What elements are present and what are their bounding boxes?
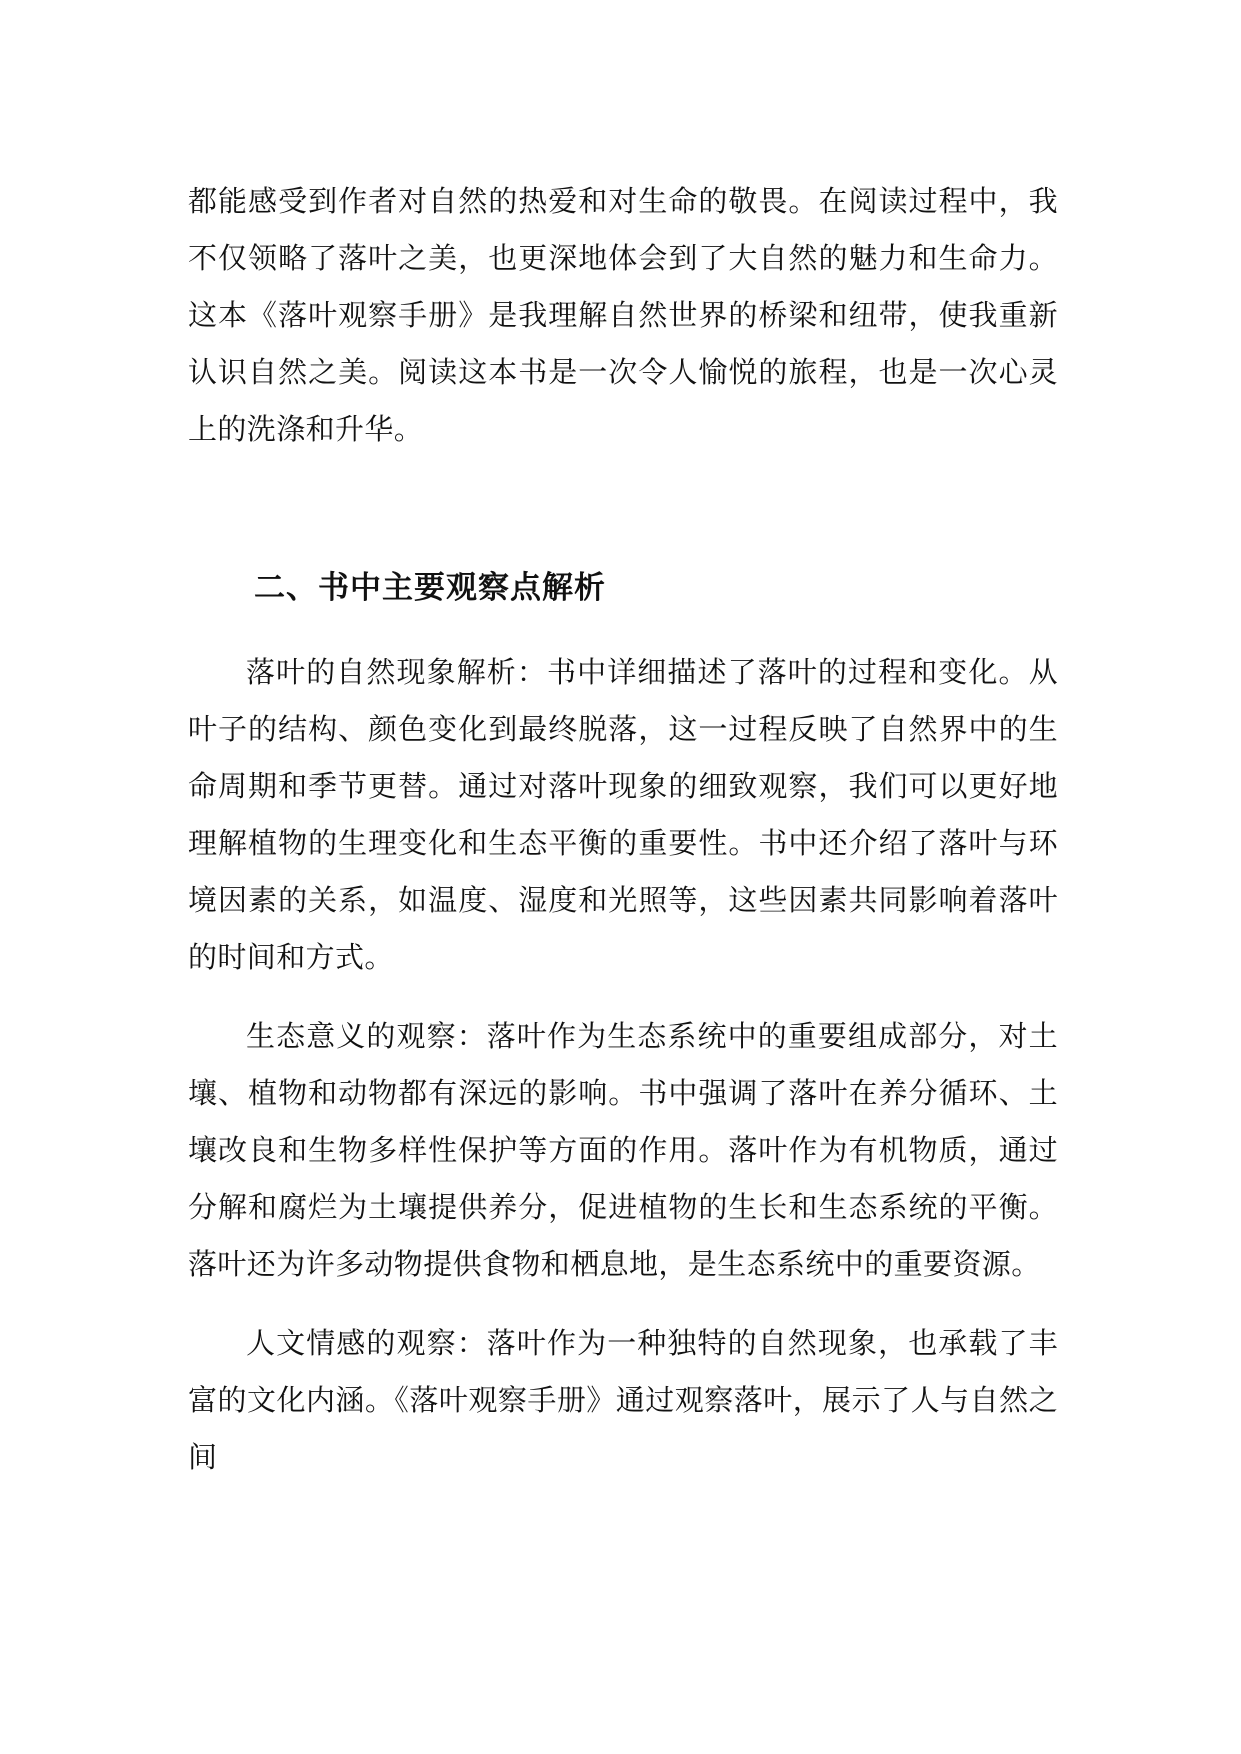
section-heading: 二、书中主要观察点解析 (254, 570, 606, 606)
paragraph-humanistic-emotion: 人文情感的观察：落叶作为一种独特的自然现象，也承载了丰富的文化内涵。《落叶观察手册》通过观察落叶，展示了人与自然之间 (188, 1326, 1058, 1474)
paragraph-ecological-significance: 生态意义的观察：落叶作为生态系统中的重要组成部分，对土壤、植物和动物都有深远的影响。书中强调了落叶在养分循环、土壤改良和生物多样性保护等方面的作用。落叶作为有机物质，通过分解和腐烂为土壤提供养分，促进植物的生长和生态系统的平衡。落叶还为许多动物提供食物和栖息地，是生态系统中的重要资源。 (188, 1019, 1058, 1281)
continued-paragraph: 都能感受到作者对自然的热爱和对生命的敬畏。在阅读过程中，我不仅领略了落叶之美，也更深地体会到了大自然的魅力和生命力。这本《落叶观察手册》是我理解自然世界的桥梁和纽带，使我重新认识自然之美。阅读这本书是一次令人愉悦的旅程，也是一次心灵上的洗涤和升华。 (188, 184, 1058, 446)
section-body (188, 644, 1058, 1486)
paragraph-natural-phenomenon: 落叶的自然现象解析：书中详细描述了落叶的过程和变化。从叶子的结构、颜色变化到最终脱落，这一过程反映了自然界中的生命周期和季节更替。通过对落叶现象的细致观察，我们可以更好地理解植物的生理变化和生态平衡的重要性。书中还介绍了落叶与环境因素的关系，如温度、湿度和光照等，这些因素共同影响着落叶的时间和方式。 (188, 655, 1058, 974)
